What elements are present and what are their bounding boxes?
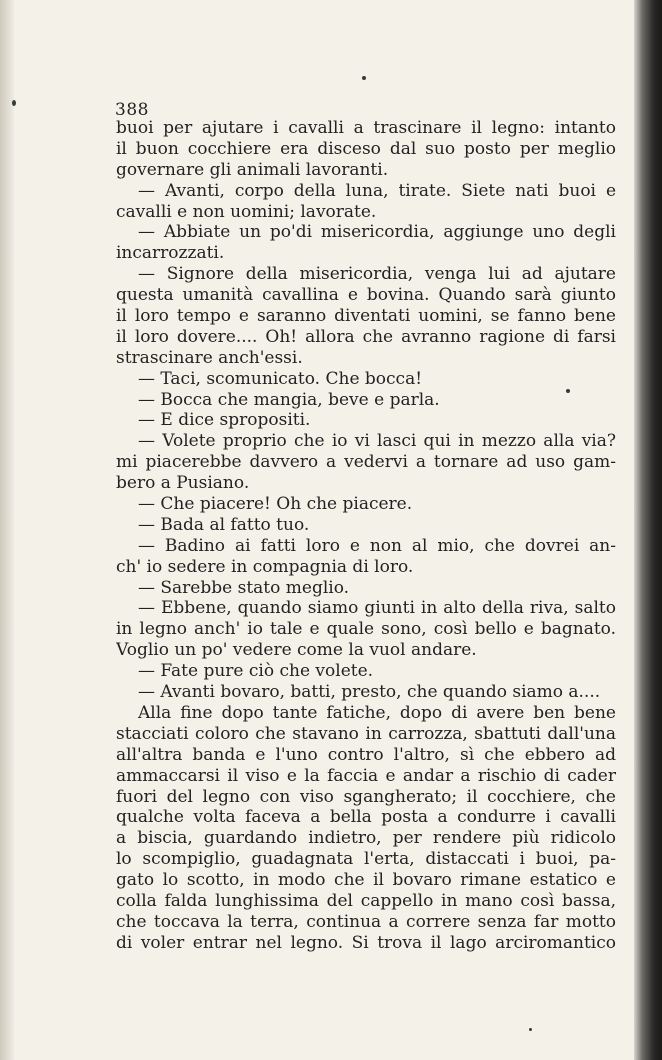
text-line: — Che piacere! Oh che piacere.	[138, 494, 413, 515]
text-line: Voglio un po' vedere come la vuol andare.	[116, 640, 477, 661]
book-spine-edge	[634, 0, 662, 1060]
text-line: qualche volta faceva a bella posta a condurre i cavalli	[116, 807, 616, 828]
text-line: bero a Pusiano.	[116, 473, 250, 494]
page-number: 388	[115, 100, 149, 120]
text-line: fuori del legno con viso sgangherato; il cocchiere, che	[116, 786, 616, 807]
text-line: — Badino ai fatti loro e non al mio, che dovrei an-	[138, 535, 616, 556]
text-line: — Volete proprio che io vi lasci qui in mezzo alla via?	[138, 431, 616, 452]
text-line: il loro tempo e saranno diventati uomini, se fanno bene	[116, 306, 616, 327]
text-line: governare gli animali lavoranti.	[116, 159, 389, 180]
text-line: a biscia, guardando indietro, per rendere più ridicolo	[116, 828, 616, 849]
text-line: — Fate pure ciò che volete.	[138, 661, 374, 682]
text-line: — Signore della misericordia, venga lui ad ajutare	[138, 264, 616, 285]
text-line: cavalli e non uomini; lavorate.	[116, 201, 377, 222]
body-text	[116, 118, 616, 954]
text-line: questa umanità cavallina e bovina. Quando sarà giunto	[116, 285, 616, 306]
text-line: colla falda lunghissima del cappello in mano così bassa,	[116, 890, 616, 911]
text-line: di voler entrar nel legno. Si trova il lago arciromantico	[116, 932, 616, 953]
text-line: buoi per ajutare i cavalli a trascinare il legno: intanto	[116, 118, 616, 138]
text-line: stacciati coloro che stavano in carrozza, sbattuti dall'una	[116, 723, 616, 744]
text-line: — E dice spropositi.	[138, 410, 311, 431]
text-line: incarrozzati.	[116, 243, 225, 264]
text-line: ch' io sedere in compagnia di loro.	[116, 556, 414, 577]
text-line: il buon cocchiere era disceso dal suo posto per meglio	[116, 138, 616, 159]
text-line: — Bada al fatto tuo.	[138, 514, 310, 535]
text-line: — Bocca che mangia, beve e parla.	[138, 389, 440, 410]
text-line: — Abbiate un po'di misericordia, aggiunge uno degli	[138, 222, 616, 243]
text-line: strascinare anch'essi.	[116, 347, 303, 368]
text-line: Alla fine dopo tante fatiche, dopo di avere ben bene	[138, 702, 616, 723]
text-line: — Avanti, corpo della luna, tirate. Siete nati buoi e	[138, 180, 616, 201]
text-line: all'altra banda e l'uno contro l'altro, sì che ebbero ad	[116, 744, 616, 765]
text-line: il loro dovere.... Oh! allora che avranno ragione di farsi	[116, 326, 616, 347]
page-gutter-shadow	[0, 0, 14, 1060]
text-line: — Avanti bovaro, batti, presto, che quando siamo a....	[138, 682, 601, 703]
text-line: ammaccarsi il viso e la faccia e andar a rischio di cader	[116, 765, 616, 786]
text-line: lo scompiglio, guadagnata l'erta, distaccati i buoi, pa-	[116, 849, 616, 870]
print-speck	[529, 1028, 532, 1031]
text-line: mi piacerebbe davvero a vedervi a tornare ad uso gam-	[116, 452, 616, 473]
text-line: gato lo scotto, in modo che il bovaro rimane estatico e	[116, 870, 616, 891]
text-line: — Sarebbe stato meglio.	[138, 577, 350, 598]
text-line: — Ebbene, quando siamo giunti in alto della riva, salto	[138, 598, 616, 619]
text-line: in legno anch' io tale e quale sono, così bello e bagnato.	[116, 619, 616, 640]
text-line: — Taci, scomunicato. Che bocca!	[138, 368, 423, 389]
print-speck	[362, 76, 366, 80]
print-speck	[12, 100, 16, 106]
text-line: che toccava la terra, continua a correre senza far motto	[116, 911, 616, 932]
